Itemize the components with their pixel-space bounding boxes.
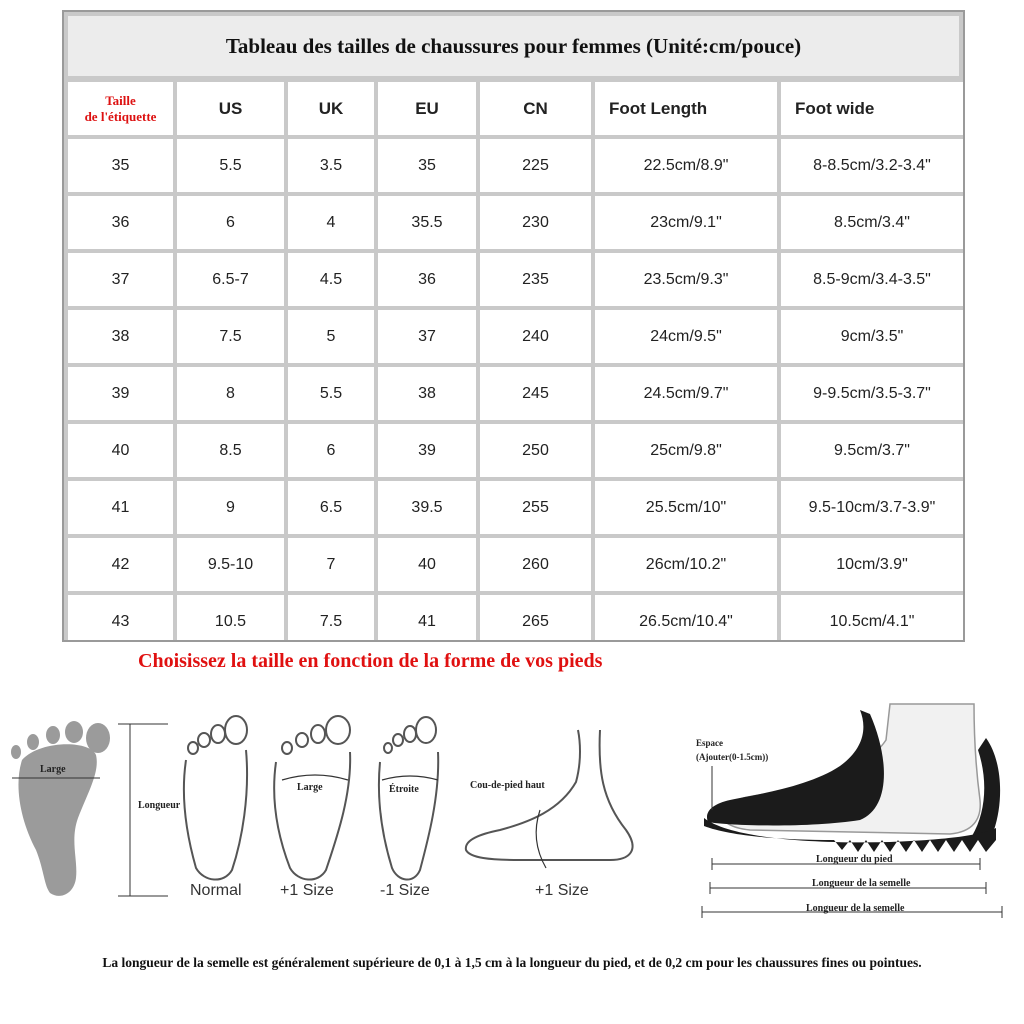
table-body bbox=[68, 139, 963, 642]
table-row bbox=[68, 538, 963, 591]
footprint-icon bbox=[11, 721, 110, 896]
cell-tag-size: 41 bbox=[68, 481, 173, 534]
caption-normal: Normal bbox=[190, 882, 242, 899]
cell-foot-wide: 9.5-10cm/3.7-3.9" bbox=[781, 481, 963, 534]
cell-cn: 230 bbox=[480, 196, 591, 249]
cell-tag-size: 42 bbox=[68, 538, 173, 591]
cell-uk: 5 bbox=[288, 310, 374, 363]
cell-foot-wide: 9.5cm/3.7" bbox=[781, 424, 963, 477]
subtitle: Choisissez la taille en fonction de la forme de vos pieds bbox=[138, 650, 603, 672]
cell-tag-size: 40 bbox=[68, 424, 173, 477]
cell-eu: 39 bbox=[378, 424, 476, 477]
cell-tag-size: 39 bbox=[68, 367, 173, 420]
header-foot-length: Foot Length bbox=[595, 82, 777, 135]
cell-uk: 6 bbox=[288, 424, 374, 477]
shoe-upper-icon bbox=[707, 710, 884, 826]
cell-cn: 255 bbox=[480, 481, 591, 534]
cell-foot-wide: 8-8.5cm/3.2-3.4" bbox=[781, 139, 963, 192]
caption-wide: +1 Size bbox=[280, 882, 334, 899]
cell-us: 5.5 bbox=[177, 139, 284, 192]
cell-us: 9 bbox=[177, 481, 284, 534]
table-row bbox=[68, 424, 963, 477]
sole-length-label-1: Longueur de la semelle bbox=[812, 878, 911, 889]
cell-foot-wide: 9-9.5cm/3.5-3.7" bbox=[781, 367, 963, 420]
wide-foot-icon bbox=[274, 716, 350, 880]
cell-foot-length: 25cm/9.8" bbox=[595, 424, 777, 477]
cell-foot-length: 25.5cm/10" bbox=[595, 481, 777, 534]
footer-note: La longueur de la semelle est généralement supérieure de 0,1 à 1,5 cm à la longueur du pied, et de 0,2 cm pour les chaussures fines ou pointues. bbox=[102, 955, 922, 970]
table-row bbox=[68, 139, 963, 192]
cell-foot-length: 24.5cm/9.7" bbox=[595, 367, 777, 420]
table-row bbox=[68, 196, 963, 249]
cell-eu: 41 bbox=[378, 595, 476, 642]
cell-us: 7.5 bbox=[177, 310, 284, 363]
table-row bbox=[68, 481, 963, 534]
cell-tag-size: 37 bbox=[68, 253, 173, 306]
cell-cn: 225 bbox=[480, 139, 591, 192]
narrow-label: Étroite bbox=[389, 784, 419, 795]
cell-foot-wide: 8.5cm/3.4" bbox=[781, 196, 963, 249]
wide-arrow bbox=[282, 775, 348, 780]
cell-eu: 35.5 bbox=[378, 196, 476, 249]
cell-eu: 37 bbox=[378, 310, 476, 363]
length-label: Longueur bbox=[138, 800, 181, 811]
cell-tag-size: 35 bbox=[68, 139, 173, 192]
wide-label: Large bbox=[297, 782, 323, 793]
cell-cn: 235 bbox=[480, 253, 591, 306]
instep-label: Cou-de-pied haut bbox=[470, 780, 545, 791]
header-us: US bbox=[177, 82, 284, 135]
instep-foot-icon bbox=[466, 730, 633, 860]
cell-tag-size: 38 bbox=[68, 310, 173, 363]
caption-narrow: -1 Size bbox=[380, 882, 430, 899]
cell-foot-length: 22.5cm/8.9" bbox=[595, 139, 777, 192]
footprint-large-label: Large bbox=[40, 764, 66, 775]
cell-foot-wide: 10.5cm/4.1" bbox=[781, 595, 963, 642]
size-grid bbox=[64, 78, 965, 642]
cell-foot-length: 24cm/9.5" bbox=[595, 310, 777, 363]
table-row bbox=[68, 310, 963, 363]
cell-us: 6.5-7 bbox=[177, 253, 284, 306]
sole-length-label-2: Longueur de la semelle bbox=[806, 903, 905, 914]
cell-eu: 38 bbox=[378, 367, 476, 420]
cell-eu: 39.5 bbox=[378, 481, 476, 534]
cell-us: 6 bbox=[177, 196, 284, 249]
cell-uk: 4.5 bbox=[288, 253, 374, 306]
cell-us: 10.5 bbox=[177, 595, 284, 642]
cell-us: 9.5-10 bbox=[177, 538, 284, 591]
cell-foot-wide: 8.5-9cm/3.4-3.5" bbox=[781, 253, 963, 306]
table-title: Tableau des tailles de chaussures pour femmes (Unité:cm/pouce) bbox=[68, 16, 959, 76]
normal-foot-icon bbox=[184, 716, 247, 880]
cell-foot-length: 26.5cm/10.4" bbox=[595, 595, 777, 642]
cell-cn: 240 bbox=[480, 310, 591, 363]
cell-eu: 36 bbox=[378, 253, 476, 306]
table-row bbox=[68, 253, 963, 306]
header-foot-wide: Foot wide bbox=[781, 82, 963, 135]
cell-uk: 4 bbox=[288, 196, 374, 249]
foot-length-label: Longueur du pied bbox=[816, 854, 893, 865]
table-row bbox=[68, 367, 963, 420]
table-row bbox=[68, 595, 963, 642]
cell-eu: 40 bbox=[378, 538, 476, 591]
space-add-label: (Ajouter(0-1.5cm)) bbox=[696, 752, 769, 762]
header-label-size: Taille de l'étiquette bbox=[68, 82, 173, 135]
cell-uk: 7 bbox=[288, 538, 374, 591]
cell-cn: 260 bbox=[480, 538, 591, 591]
cell-us: 8.5 bbox=[177, 424, 284, 477]
table-header-row bbox=[68, 82, 963, 135]
cell-foot-length: 23.5cm/9.3" bbox=[595, 253, 777, 306]
cell-foot-length: 26cm/10.2" bbox=[595, 538, 777, 591]
cell-tag-size: 43 bbox=[68, 595, 173, 642]
space-label: Espace bbox=[696, 738, 723, 748]
narrow-foot-icon bbox=[379, 717, 438, 880]
cell-foot-length: 23cm/9.1" bbox=[595, 196, 777, 249]
cell-uk: 3.5 bbox=[288, 139, 374, 192]
cell-us: 8 bbox=[177, 367, 284, 420]
cell-foot-wide: 9cm/3.5" bbox=[781, 310, 963, 363]
cell-uk: 7.5 bbox=[288, 595, 374, 642]
shoe-diagram bbox=[690, 700, 1010, 930]
cell-uk: 5.5 bbox=[288, 367, 374, 420]
header-cn: CN bbox=[480, 82, 591, 135]
cell-cn: 265 bbox=[480, 595, 591, 642]
cell-eu: 35 bbox=[378, 139, 476, 192]
narrow-arrow bbox=[382, 776, 438, 780]
cell-tag-size: 36 bbox=[68, 196, 173, 249]
cell-foot-wide: 10cm/3.9" bbox=[781, 538, 963, 591]
caption-instep: +1 Size bbox=[535, 882, 589, 899]
size-table bbox=[62, 10, 965, 642]
cell-cn: 250 bbox=[480, 424, 591, 477]
header-uk: UK bbox=[288, 82, 374, 135]
cell-cn: 245 bbox=[480, 367, 591, 420]
header-eu: EU bbox=[378, 82, 476, 135]
cell-uk: 6.5 bbox=[288, 481, 374, 534]
